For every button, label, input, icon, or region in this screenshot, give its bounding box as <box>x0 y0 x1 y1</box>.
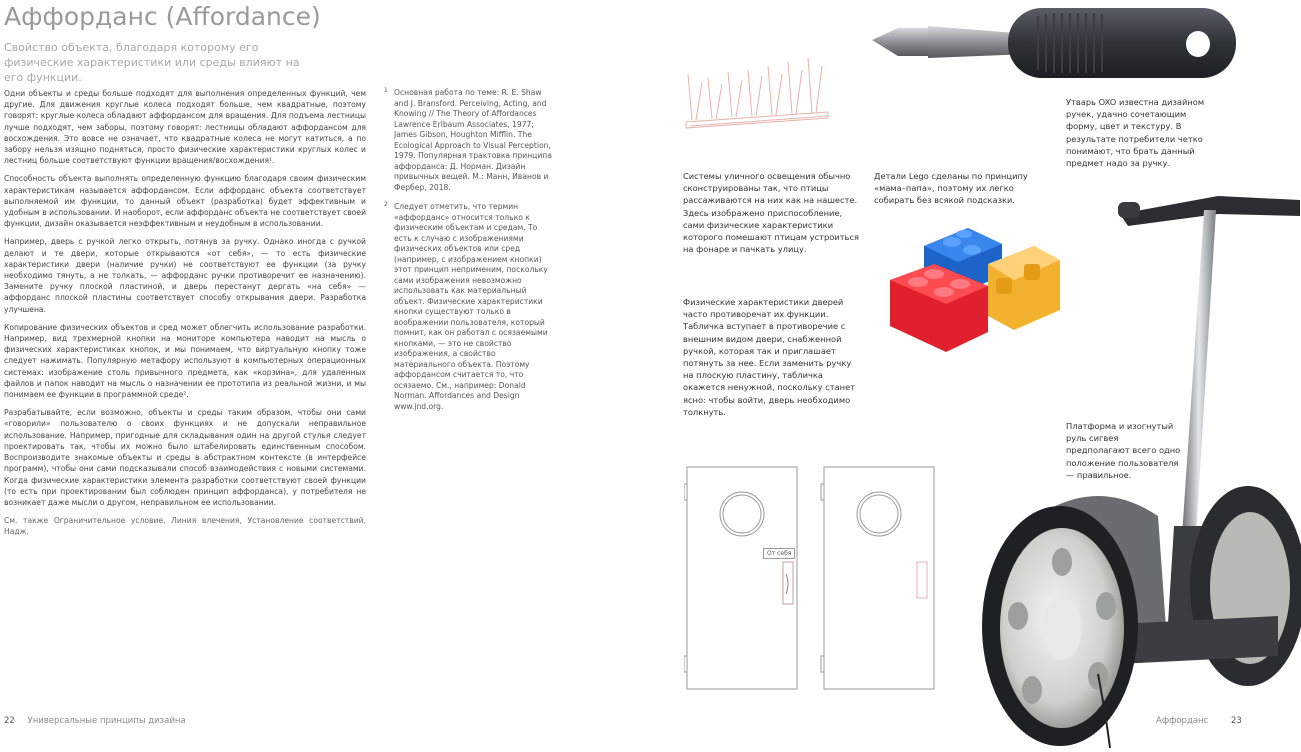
paragraph: Разрабатывайте, если возможно, объекты и среды таким образом, чтобы они сами «говорили» пользователю о своих функциях и не допускали неправильное использование. Например, пригодные для складывания один на другой стулья следует проектировать так, чтобы их можно было штабелировать единственным способом. Воспроизводите знакомые объекты и среды в абстрактном контексте (в интерфейсе программ), чтобы они сами подсказывали способ взаимодействия с новыми системами. Когда физические характеристики элемента разработки соответствуют своей функции (то есть при проектировании был соблюден принцип аффорданса), у потребителя не возникает даже мысли о другом, неправильном ее использовании. <box>4 408 366 507</box>
footnote <box>384 88 556 193</box>
page-number: 23 <box>1230 716 1242 726</box>
footer-left <box>4 716 186 726</box>
footnote <box>384 202 556 412</box>
footnote-number: 2 <box>384 201 388 208</box>
section-title: Аффорданс <box>1156 716 1209 726</box>
page-title: Аффорданс (Affordance) <box>4 2 321 31</box>
footnotes <box>384 88 556 421</box>
footnote-number: 1 <box>384 87 388 94</box>
footnote-text: Следует отметить, что термин «аффорданс» относится только к физическим объектам и средам. То есть к случаю с изображениями физических объектов или сред (например, с изображением кнопки) этот принцип неприменим, поскольку сами изображения невозможно использовать как материальный объект. Физические характеристики кнопки существуют только в воображении пользователя, который помнит, как он работал с осязаемыми кнопками, — это не свойство изображения, а свойство материального объекта. Поэтому аффордансом считается то, что осязаемо. См., например: Donald Norman. Affordances and Design www.jnd.org. <box>394 202 548 411</box>
page-subtitle: Свойство объекта, благодаря которому его физические характеристики или среды влияют на его функции. <box>4 41 300 84</box>
caption-streetlight: Системы уличного освещения обычно сконструированы так, что птицы рассаживаются на них как на нашесте. Здесь изображено приспособление, сами физические характеристики которого помешают птицам устроиться на фонаре и пачкать улицу. <box>683 171 860 255</box>
door-with-handle <box>687 467 797 689</box>
paragraph: Способность объекта выполнять определенную функцию благодаря своим физическим характеристикам называется аффордансом. Если аффорданс объекта соответствует выполняемой им функции, то данный объект (разработка) будет эффективным и удобным в использовании. И наоборот, если аффорданс объекта не соответствует своей функции, дизайн оказывается неэффективным и неудобным в использовании. <box>4 174 366 229</box>
caption-oxo: Утварь OXO известна дизайном ручек, удачно сочетающим форму, цвет и текстуру. В результате потребители четко понимают, что брать данный предмет надо за ручку. <box>1066 97 1205 169</box>
see-also: См. также Ограничительное условие, Линия влечения, Установление соответствий, Надж. <box>4 516 366 537</box>
bird-spikes-illustration <box>682 54 832 140</box>
caption-lego: Детали Lego сделаны по принципу «мама–папа», поэтому их легко собирать без всякой подсказки. <box>874 171 1028 206</box>
footer-right <box>1156 716 1242 726</box>
oxo-peeler-image <box>868 4 1240 80</box>
caption-segway: Платформа и изогнутый руль сигвея предполагают всего одно положение пользователя — правильное. <box>1066 421 1181 480</box>
main-text <box>4 88 366 545</box>
paragraph: Одни объекты и среды больше подходят для выполнения определенных функций, чем другие. Для движения круглые колеса подходят больше, чем квадратные, поэтому говорят: круглые колеса обладают аффордансом для вращения. Для подъема лестницы лучше подходят, чем заборы, поэтому говорят: лестницы обладают аффордансом для восхождения. Это вовсе не означает, что квадратные колеса не могут катиться, а по забору нельзя изящно подняться, просто физические характеристики круглых колес и лестниц больше соответствуют функции вращения/восхождения¹. <box>4 89 366 166</box>
doors-illustration <box>684 464 938 692</box>
paragraph: Например, дверь с ручкой легко открыть, потянув за ручку. Однако иногда с ручкой делают и те двери, которые открываются «от себя», — то есть физические характеристики двери (наличие ручки) не соответствуют ее функции (за ручку необходимо тянуть, а не толкать, — аффорданс ручки противоречит ее назначению). Замените ручку плоской пластиной, и дверь перестанут дергать «на себя» — аффорданс плоской пластины соответствует способу открывания двери. Разработка улучшена. <box>4 237 366 314</box>
book-title: Универсальные принципы дизайна <box>27 716 186 726</box>
door-sign: От себя <box>763 548 795 559</box>
paragraph: Копирование физических объектов и сред может облегчить использование разработки. Например, вид трехмерной кнопки на мониторе компьютера наводит на мысль о физических характеристиках кнопок, и мы понимаем, что виртуальную кнопку тоже следует нажимать. Популярную метафору используют в компьютерных операционных системах: изображение столь привычного предмета, как «корзина», для удаленных файлов и папок наводит на мысль о назначении ее прототипа из реальной жизни, и мы понимаем ее функции в программной среде². <box>4 322 366 400</box>
footnote-text: Основная работа по теме: R. E. Shaw and J. Bransford. Perceiving, Acting, and Knowing // The Theory of Affordances Lawrence Erlbaum Associates, 1977; James Gibson, Houghton Mifflin. The Ecological Approach to Visual Perception, 1979. Популярная трактовка принципа аффорданса: Д. Норман. Дизайн привычных вещей. М.: Манн, Иванов и Фербер, 2018. <box>394 88 552 192</box>
caption-doors: Физические характеристики дверей часто противоречат их функции. Табличка вступает в противоречие с внешним видом двери, снабженной ручкой, которая так и приглашает потянуть за нее. Если заменить ручку на плоскую пластину, табличка окажется ненужной, поскольку станет ясно: чтобы войти, дверь необходимо толкнуть. <box>683 297 856 417</box>
page-number: 22 <box>4 716 15 726</box>
